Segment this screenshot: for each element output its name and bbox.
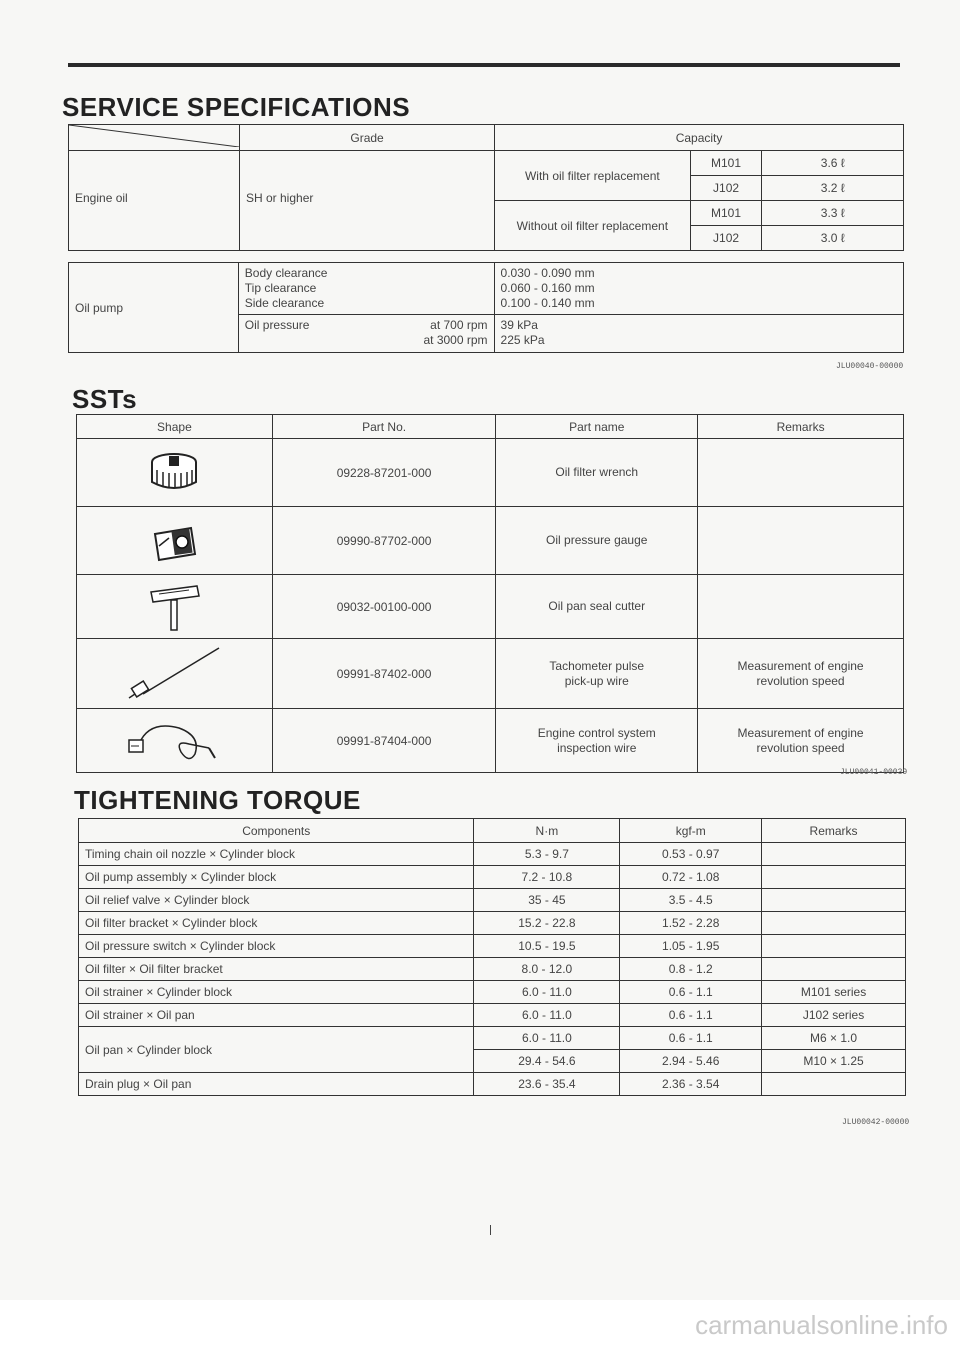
component-cell: Oil relief valve × Cylinder block [79,889,474,912]
nm-header: N·m [474,819,620,843]
table-row [79,958,906,981]
kgfm-cell: 0.72 - 1.08 [620,866,762,889]
kgfm-cell: 1.52 - 2.28 [620,912,762,935]
remark-cell: J102 series [762,1004,906,1027]
reference-code: JLU00042-00000 [842,1118,910,1127]
remark-cell: M6 × 1.0 [762,1027,906,1050]
remark-line: revolution speed [756,673,845,688]
component-cell: Oil pressure switch × Cylinder block [79,935,474,958]
nm-cell: 5.3 - 9.7 [474,843,620,866]
kgfm-cell: 1.05 - 1.95 [620,935,762,958]
clearance-label: Body clearance [244,266,328,280]
table-row [79,1073,906,1096]
nm-cell: 8.0 - 12.0 [474,958,620,981]
shape-cell [77,507,273,575]
pressure-value: 39 kPa [500,318,538,332]
component-cell: Oil strainer × Oil pan [79,1004,474,1027]
oil-pressure-values [494,315,903,353]
clearance-label: Side clearance [244,296,325,310]
capacity-value: 3.3 ℓ [762,201,904,226]
shape-cell [77,439,273,507]
shape-cell [77,709,273,773]
capacity-value: 3.2 ℓ [762,176,904,201]
shape-cell [77,639,273,709]
nm-cell: 6.0 - 11.0 [474,1004,620,1027]
part-no-cell: 09032-00100-000 [272,575,496,639]
sst-table [76,414,904,773]
remarks-header: Remarks [762,819,906,843]
page-number-mark [490,1225,491,1235]
model-cell: J102 [690,226,762,251]
nm-cell: 6.0 - 11.0 [474,1027,620,1050]
table-row [77,575,904,639]
nm-cell: 29.4 - 54.6 [474,1050,620,1073]
table-row [79,866,906,889]
table-row [77,639,904,709]
nm-cell: 10.5 - 19.5 [474,935,620,958]
model-cell: J102 [690,176,762,201]
remarks-cell [698,575,904,639]
kgfm-cell: 0.53 - 0.97 [620,843,762,866]
remark-cell [762,843,906,866]
kgfm-cell: 0.6 - 1.1 [620,1004,762,1027]
remarks-cell [698,709,904,773]
remark-cell [762,1073,906,1096]
part-no-cell: 09991-87404-000 [272,709,496,773]
remark-cell [762,958,906,981]
remark-cell [762,935,906,958]
engine-oil-table [68,124,904,261]
remarks-header: Remarks [698,415,904,439]
shape-header: Shape [77,415,273,439]
watermark: carmanualsonline.info [695,1310,948,1340]
kgfm-cell: 0.6 - 1.1 [620,1027,762,1050]
table-row [79,935,906,958]
table-row [77,709,904,773]
part-name-line: inspection wire [557,740,637,755]
table-row [79,912,906,935]
component-cell: Oil strainer × Cylinder block [79,981,474,1004]
nm-cell: 15.2 - 22.8 [474,912,620,935]
pulse-wire-icon [119,644,229,704]
table-row [79,981,906,1004]
oil-pump-table [68,262,904,353]
clearance-labels [238,263,494,315]
with-filter-label: With oil filter replacement [495,151,691,201]
remark-cell [762,866,906,889]
nm-cell: 23.6 - 35.4 [474,1073,620,1096]
component-cell: Oil filter × Oil filter bracket [79,958,474,981]
kgfm-header: kgf-m [620,819,762,843]
part-name-line: Oil pan seal cutter [548,599,646,613]
component-cell: Oil pan × Cylinder block [79,1027,474,1073]
rpm-label: at 3000 rpm [423,333,488,347]
remark-line: revolution speed [756,740,845,755]
nm-cell: 6.0 - 11.0 [474,981,620,1004]
model-cell: M101 [690,151,762,176]
part-name-cell [496,439,698,507]
part-name-line: pick-up wire [564,673,629,688]
part-name-line: Oil pressure gauge [546,533,648,547]
remark-line: Measurement of engine [737,725,864,740]
pressure-gauge-icon [139,516,209,566]
part-name-cell [496,575,698,639]
part-name-cell [496,507,698,575]
part-name-header: Part name [496,415,698,439]
component-cell: Timing chain oil nozzle × Cylinder block [79,843,474,866]
tightening-torque-title: TIGHTENING TORQUE [74,785,361,815]
part-name-cell [496,709,698,773]
part-no-cell: 09990-87702-000 [272,507,496,575]
nm-cell: 7.2 - 10.8 [474,866,620,889]
reference-code: JLU00040-00000 [836,362,904,371]
part-name-line: Tachometer pulse [549,658,645,673]
clearance-value: 0.060 - 0.160 mm [500,281,595,295]
capacity-header: Capacity [495,125,904,151]
clearance-value: 0.100 - 0.140 mm [500,296,595,310]
oil-pressure-cell [238,315,494,353]
model-cell: M101 [690,201,762,226]
component-cell: Drain plug × Oil pan [79,1073,474,1096]
part-no-cell: 09228-87201-000 [272,439,496,507]
kgfm-cell: 3.5 - 4.5 [620,889,762,912]
table-row [79,889,906,912]
table-row [79,1004,906,1027]
pressure-value: 225 kPa [500,333,545,347]
top-rule [68,63,900,67]
grade-header: Grade [240,125,495,151]
oil-pressure-label: Oil pressure [244,318,310,332]
engine-oil-label: Engine oil [69,151,240,251]
component-cell: Oil filter bracket × Cylinder block [79,912,474,935]
shape-cell [77,575,273,639]
table-row [79,1027,906,1050]
part-name-cell [496,639,698,709]
part-name-line: Oil filter wrench [555,465,639,479]
clearance-values [494,263,903,315]
clearance-value: 0.030 - 0.090 mm [500,266,595,280]
kgfm-cell: 2.94 - 5.46 [620,1050,762,1073]
nm-cell: 35 - 45 [474,889,620,912]
table-row [79,843,906,866]
diagonal-divider [69,125,239,147]
remarks-cell [698,439,904,507]
remark-line: Measurement of engine [737,658,864,673]
component-cell: Oil pump assembly × Cylinder block [79,866,474,889]
remark-cell [762,912,906,935]
table-row [77,507,904,575]
clearance-label: Tip clearance [244,281,317,295]
part-name-line: Engine control system [537,725,656,740]
reference-code: JLU00041-00039 [840,768,908,777]
seal-cutter-icon [139,580,209,634]
remarks-cell [698,639,904,709]
capacity-value: 3.6 ℓ [762,151,904,176]
table-row [77,439,904,507]
ssts-title: SSTs [72,384,138,414]
remark-cell [762,889,906,912]
service-specifications-title: SERVICE SPECIFICATIONS [62,92,411,122]
capacity-value: 3.0 ℓ [762,226,904,251]
inspection-wire-icon [119,714,229,768]
components-header: Components [79,819,474,843]
kgfm-cell: 2.36 - 3.54 [620,1073,762,1096]
kgfm-cell: 0.8 - 1.2 [620,958,762,981]
part-no-cell: 09991-87402-000 [272,639,496,709]
remarks-cell [698,507,904,575]
table-corner [69,125,240,151]
rpm-label: at 700 rpm [430,318,488,332]
torque-table [78,818,906,1096]
part-no-header: Part No. [272,415,496,439]
engine-oil-grade: SH or higher [240,151,495,251]
remark-cell: M10 × 1.25 [762,1050,906,1073]
kgfm-cell: 0.6 - 1.1 [620,981,762,1004]
oil-filter-wrench-icon [139,448,209,498]
without-filter-label: Without oil filter replacement [495,201,691,251]
remark-cell: M101 series [762,981,906,1004]
oil-pump-label: Oil pump [69,263,239,353]
